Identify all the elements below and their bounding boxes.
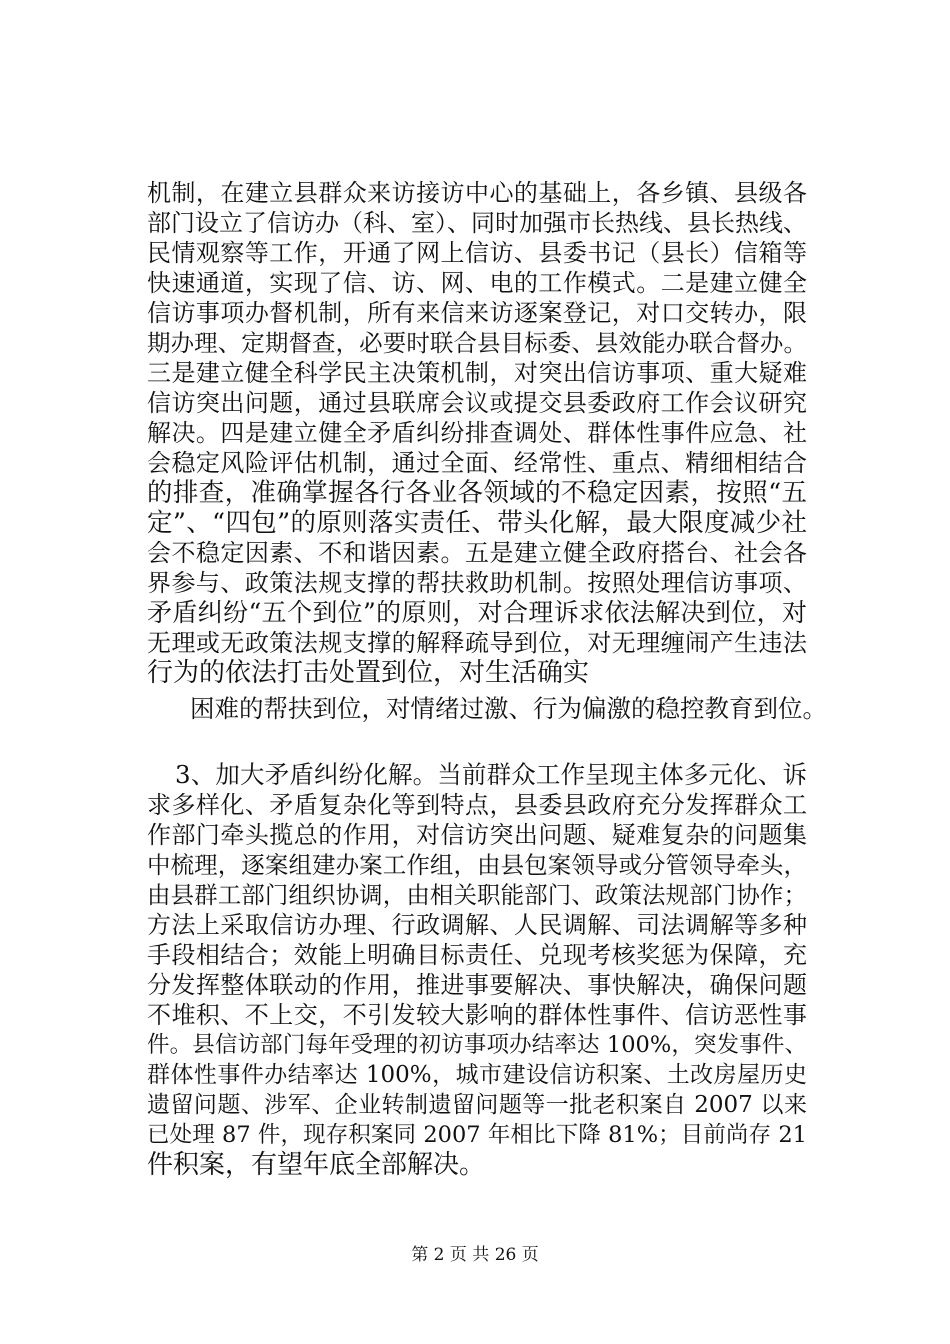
text-line: 矛盾纠纷“五个到位”的原则，对合理诉求依法解决到位，对 xyxy=(147,598,807,627)
text-line: 已处理 87 件，现存积案同 2007 年相比下降 81%；目前尚存 21 xyxy=(147,1122,807,1148)
text-line: 件积案，有望年底全部解决。 xyxy=(147,1150,486,1180)
text-line: 信访突出问题，通过县联席会议或提交县委政府工作会议研究 xyxy=(147,389,807,417)
text-line: 中梳理，逐案组建办案工作组，由县包案领导或分管领导牵头， xyxy=(147,851,807,879)
text-line: 快速通道，实现了信、访、网、电的工作模式。二是建立健全 xyxy=(147,269,807,297)
text-line: 机制，在建立县群众来访接访中心的基础上，各乡镇、县级各 xyxy=(147,179,807,207)
text-line-continuation: 困难的帮扶到位，对情绪过激、行为偏激的稳控教育到位。 xyxy=(190,694,827,723)
text-line: 信访事项办督机制，所有来信来访逐案登记，对口交转办，限 xyxy=(147,299,807,327)
text-line: 部门设立了信访办（科、室）、同时加强市长热线、县长热线、 xyxy=(147,209,807,237)
paragraph-first-line: 3、加大矛盾纠纷化解。当前群众工作呈现主体多元化、诉 xyxy=(175,760,807,789)
text-line: 件。县信访部门每年受理的初访事项办结率达 100%，突发事件、 xyxy=(147,1032,807,1058)
text-line: 民情观察等工作，开通了网上信访、县委书记（县长）信箱等 xyxy=(147,239,807,267)
text-line: 由县群工部门组织协调，由相关职能部门、政策法规部门协作； xyxy=(147,881,807,909)
text-line: 分发挥整体联动的作用，推进事要解决、事快解决，确保问题 xyxy=(147,971,807,999)
text-line: 手段相结合；效能上明确目标责任、兑现考核奖惩为保障，充 xyxy=(147,941,807,969)
text-line: 会不稳定因素、不和谐因素。五是建立健全政府搭台、社会各 xyxy=(147,539,807,567)
text-line: 会稳定风险评估机制，通过全面、经常性、重点、精细相结合 xyxy=(147,449,807,477)
text-line: 三是建立健全科学民主决策机制，对突出信访事项、重大疑难 xyxy=(147,359,807,387)
text-line: 解决。四是建立健全矛盾纠纷排查调处、群体性事件应急、社 xyxy=(147,419,807,447)
text-line: 方法上采取信访办理、行政调解、人民调解、司法调解等多种 xyxy=(147,911,807,939)
text-line: 求多样化、矛盾复杂化等到特点，县委县政府充分发挥群众工 xyxy=(147,791,807,819)
text-line: 期办理、定期督查，必要时联合县目标委、县效能办联合督办。 xyxy=(147,329,807,357)
text-line: 定”、“四包”的原则落实责任、带头化解，最大限度减少社 xyxy=(147,508,807,538)
page-number-footer: 第 2 页 共 26 页 xyxy=(411,1245,539,1265)
text-line: 群体性事件办结率达 100%，城市建设信访积案、土改房屋历史 xyxy=(147,1062,807,1088)
text-line: 遗留问题、涉军、企业转制遗留问题等一批老积案自 2007 以来 xyxy=(147,1092,807,1118)
text-line: 无理或无政策法规支撑的解释疏导到位，对无理缠闹产生违法 xyxy=(147,629,807,657)
text-line: 行为的依法打击处置到位，对生活确实 xyxy=(147,658,590,688)
text-line: 不堆积、不上交，不引发较大影响的群体性事件、信访恶性事 xyxy=(147,1001,807,1029)
text-line: 的排查，准确掌握各行各业各领域的不稳定因素，按照“五 xyxy=(147,478,807,508)
text-line: 界参与、政策法规支撑的帮扶救助机制。按照处理信访事项、 xyxy=(147,569,807,597)
text-line: 作部门牵头揽总的作用，对信访突出问题、疑难复杂的问题集 xyxy=(147,821,807,849)
